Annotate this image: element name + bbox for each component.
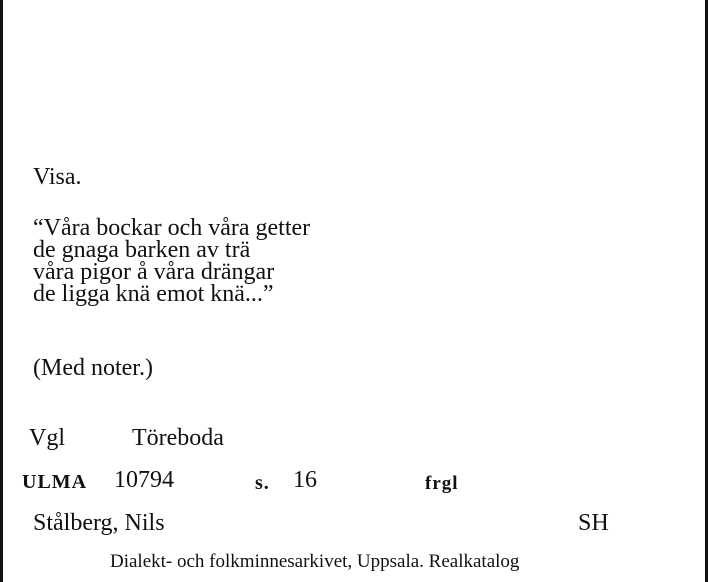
page-label: s. xyxy=(255,472,270,494)
place-label: Töreboda xyxy=(132,425,224,451)
page-number: 16 xyxy=(293,467,317,493)
poem-line: våra pigor å våra drängar xyxy=(33,259,275,285)
card-note: (Med noter.) xyxy=(33,355,153,381)
poem-line: de gnaga barken av trä xyxy=(33,237,251,263)
archive-footer: Dialekt- och folkminnesarkivet, Uppsala. Realkatalog xyxy=(110,551,520,572)
category-code: frgl xyxy=(425,473,459,494)
card-heading: Visa. xyxy=(33,164,82,190)
recorder-initials: SH xyxy=(578,510,609,536)
archive-label: ULMA xyxy=(22,471,88,493)
archive-number: 10794 xyxy=(114,467,174,493)
poem-line: de ligga knä emot knä...” xyxy=(33,281,274,307)
collector-name: Stålberg, Nils xyxy=(33,510,165,536)
poem-line: “Våra bockar och våra getter xyxy=(33,215,311,241)
poem-text xyxy=(33,217,310,305)
card-left-border xyxy=(0,0,3,582)
region-label: Vgl xyxy=(29,425,65,451)
